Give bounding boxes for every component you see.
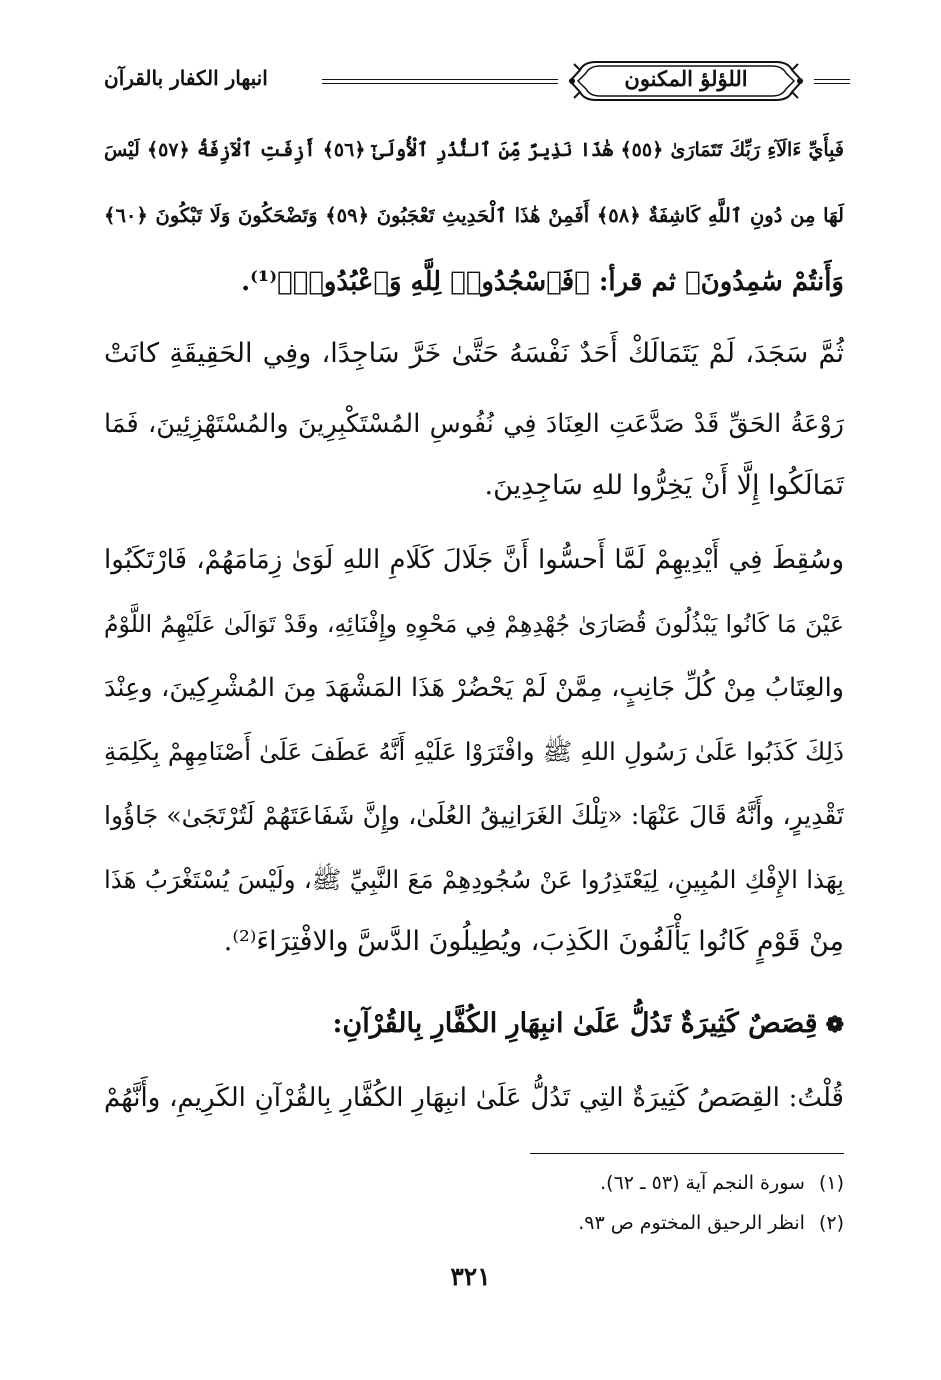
paragraph-line: بِهَذا الإِفْكِ المُبِينِ، لِيَعْتَذِرُوا عَنْ سُجُودِهِمْ مَعَ النَّبِيِّ ﷺ، ولَيْسَ يُسْتَغْرَبُ هَذَا xyxy=(104,865,844,894)
page-number: ٣٢١ xyxy=(450,1262,491,1291)
section-heading-text: قِصَصٌ كَثِيرَةٌ تَدُلُّ عَلَىٰ انبِهَارِ الكُفَّارِ بِالقُرْآنِ: xyxy=(332,1008,818,1039)
verse-line: فَبِأَيِّ ءَالَآءِ رَبِّكَ تَتَمَارَىٰ ﴿٥٥﴾ هَٰذَا نَذِيرٌ مِّنَ ٱلنُّذُرِ ٱلْأُولَىٰٓ ﴿٥٦﴾ أَزِفَتِ ٱلْآزِفَةُ ﴿٥٧﴾ لَيْسَ xyxy=(104,139,844,161)
footnote xyxy=(104,1212,844,1234)
ornamental-cartouche-icon xyxy=(566,56,806,106)
verse-line: وَأَنتُمْ سَٰمِدُونَ﴾ ثم قرأ: ﴿فَٱسْجُدُوا۟ لِلَّهِ وَٱعْبُدُوا۟﴾⁽¹⁾. xyxy=(241,267,844,297)
footnote xyxy=(104,1172,844,1194)
paragraph-line: تَمَالَكُوا إِلَّا أَنْ يَخِرُّوا للهِ سَاجِدِينَ. xyxy=(484,470,844,501)
paragraph-line: ذَلِكَ كَذَبُوا عَلَىٰ رَسُولِ اللهِ ﷺ وافْتَرَوْا عَلَيْهِ أَنَّهُ عَطَفَ عَلَىٰ أَصْنَامِهِمْ بِكَلِمَةِ xyxy=(104,737,844,766)
section-heading xyxy=(104,1004,844,1045)
paragraph-line: عَيْنَ مَا كَانُوا يَبْذُلُونَ قُصَارَىٰ جُهْدِهِمْ فِي مَحْوِهِ وإِفْنَائِهِ، وقَدْ تَوَالَىٰ عَلَيْهِمُ اللَّوْمُ xyxy=(104,610,844,638)
paragraph-line: تَقْدِيرٍ، وأَنَّهُ قَالَ عَنْهَا: «تِلْكَ الغَرَانِيقُ العُلَىٰ، وإِنَّ شَفَاعَتَهُمْ لَتُرْتَجَىٰ» جَاؤُوا xyxy=(104,801,844,830)
footnote-separator xyxy=(530,1153,844,1154)
book-title: اللؤلؤ المكنون xyxy=(624,66,748,91)
flower-bullet-icon: ❁ xyxy=(825,1012,844,1038)
running-header xyxy=(104,52,850,110)
paragraph-line: رَوْعَةُ الحَقِّ قَدْ صَدَّعَتِ العِنَادَ فِي نُفُوسِ المُسْتَكْبِرِينَ والمُسْتَهْزِئِينَ، فَمَا xyxy=(104,409,844,439)
paragraph-line: قُلْتُ: القِصَصُ كَثِيرَةٌ التِي تَدُلُّ عَلَىٰ انبِهَارِ الكُفَّارِ بِالقُرْآنِ الكَرِيمِ، وأَنَّهُمْ xyxy=(104,1083,844,1113)
footnote-number: (٢) xyxy=(818,1212,844,1234)
header-rule-left xyxy=(322,79,558,84)
header-rule-right xyxy=(814,79,850,84)
paragraph-line: ثُمَّ سَجَدَ، لَمْ يَتَمَالَكْ أَحَدٌ نَفْسَهُ حَتَّىٰ خَرَّ سَاجِدًا، وفِي الحَقِيقَةِ كانَتْ xyxy=(104,338,844,369)
footnote-text: سورة النجم آية (٥٣ ـ ٦٢). xyxy=(600,1172,805,1194)
paragraph-line: والعِتَابُ مِنْ كُلِّ جَانِبٍ، مِمَّنْ لَمْ يَحْضُرْ هَذَا المَشْهَدَ مِنَ المُشْرِكِينَ، وعِنْدَ xyxy=(104,673,844,703)
footnote-number: (١) xyxy=(818,1172,844,1194)
paragraph-line: وسُقِطَ فِي أَيْدِيهِمْ لَمَّا أَحسُّوا أَنَّ جَلَالَ كَلَامِ اللهِ لَوَىٰ زِمَامَهُمْ، فَارْتَكَبُوا xyxy=(104,545,844,575)
chapter-title: انبهار الكفار بالقرآن xyxy=(104,66,268,90)
verse-line: لَهَا مِن دُونِ ٱللَّهِ كَاشِفَةٌ ﴿٥٨﴾ أَفَمِنْ هَٰذَا ٱلْحَدِيثِ تَعْجَبُونَ ﴿٥٩﴾ وَتَضْحَكُونَ وَلَا تَبْكُونَ ﴿٦٠﴾ xyxy=(104,204,844,227)
footnote-text: انظر الرحيق المختوم ص ٩٣. xyxy=(578,1212,805,1234)
paragraph-line: مِنْ قَوْمٍ كَانُوا يَأْلَفُونَ الكَذِبَ، ويُطِيلُونَ الدَّسَّ والافْتِرَاءَ⁽²⁾. xyxy=(223,926,844,957)
